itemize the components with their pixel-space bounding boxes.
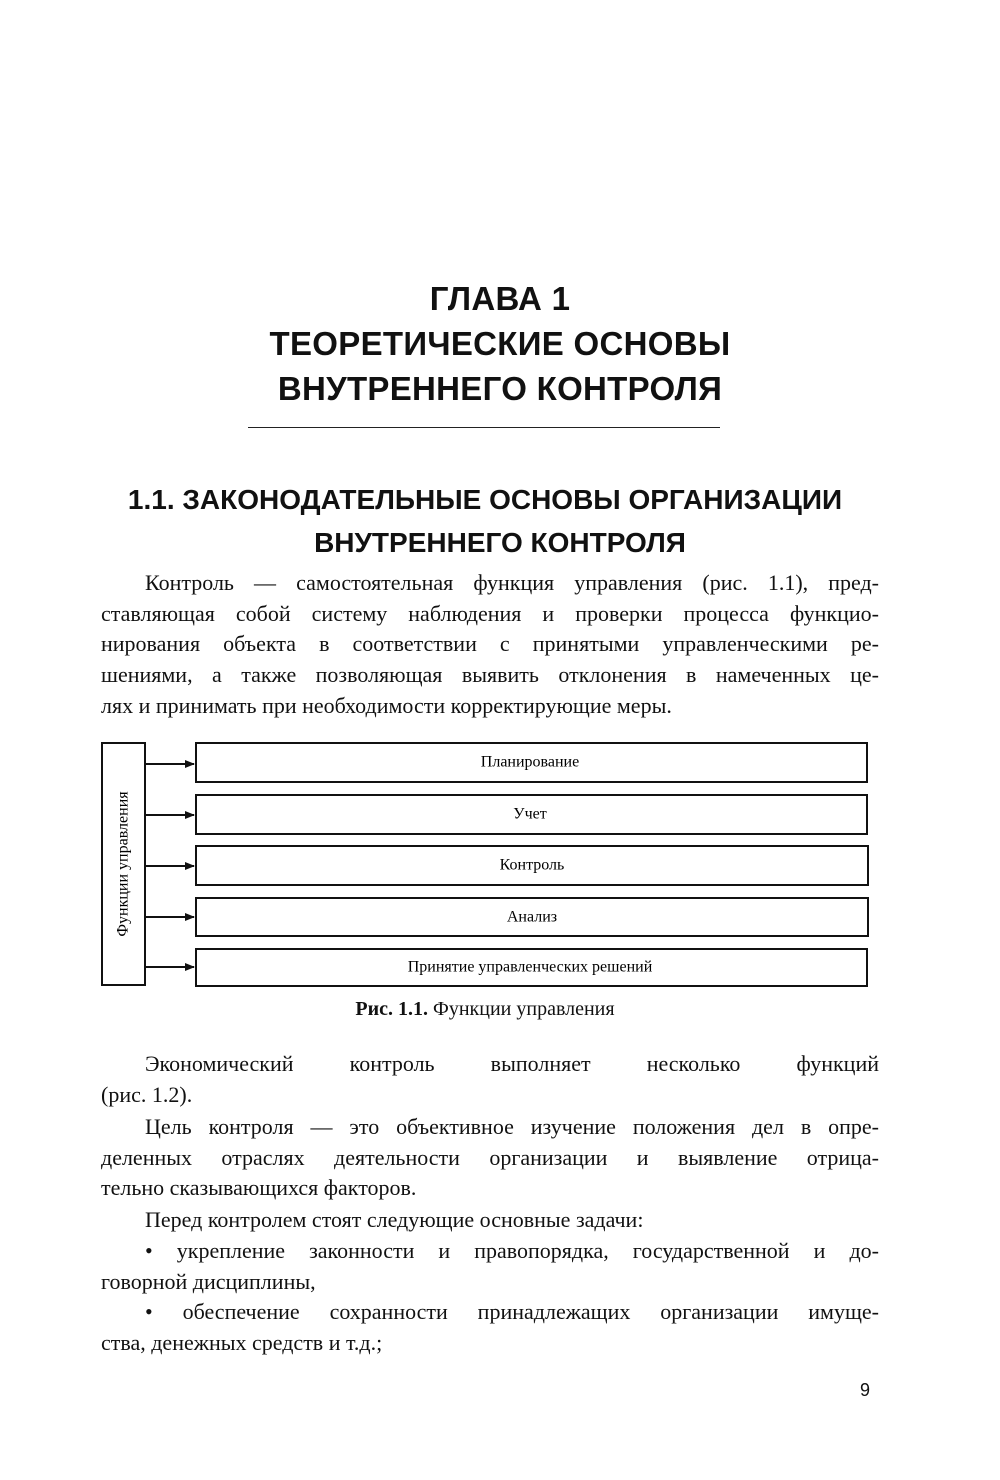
section-title-line-1: 1.1. ЗАКОНОДАТЕЛЬНЫЕ ОСНОВЫ ОРГАНИЗАЦИИ	[127, 484, 843, 515]
text-line: • обеспечение сохранности принадлежащих организации имуще-	[145, 1299, 879, 1324]
list-item-safekeeping	[101, 1297, 879, 1358]
box-accounting	[145, 795, 867, 834]
text-line: Перед контролем стоят следующие основные задачи:	[145, 1207, 644, 1232]
box-label: Контроль	[499, 856, 565, 874]
text-line: лях и принимать при необходимости корректирующие меры.	[101, 692, 672, 718]
text-line: ставляющая собой систему наблюдения и проверки процесса функцио-	[101, 600, 879, 626]
paragraph-economic-control	[101, 1049, 879, 1110]
page-number: 9	[860, 1380, 871, 1400]
figure-caption-text: Функции управления	[428, 998, 615, 1020]
text-line: Контроль — самостоятельная функция управления (рис. 1.1), пред-	[145, 570, 879, 595]
text-line: (рис. 1.2).	[101, 1081, 193, 1107]
paragraph-control-goal	[101, 1112, 879, 1204]
text-line: Цель контроля — это объективное изучение положения дел в опре-	[145, 1114, 879, 1139]
box-decision-making	[145, 949, 867, 986]
chapter-number: ГЛАВА 1	[429, 280, 571, 317]
figure-caption	[0, 998, 970, 1021]
box-planning	[145, 743, 867, 782]
box-label: Принятие управленческих решений	[407, 958, 653, 976]
text-line: Экономический контроль выполняет несколько функций	[145, 1051, 879, 1076]
box-label: Учет	[513, 805, 547, 823]
text-line: ства, денежных средств и т.д.;	[101, 1329, 383, 1355]
text-line: говорной дисциплины,	[101, 1268, 316, 1294]
section-title-line-2: ВНУТРЕННЕГО КОНТРОЛЯ	[314, 527, 686, 558]
text-line: шениями, а также позволяющая выявить отклонения в намеченных це-	[101, 662, 879, 688]
chapter-title-line-2: ВНУТРЕННЕГО КОНТРОЛЯ	[277, 370, 723, 407]
text-line: • укрепление законности и правопорядка, государственной и до-	[145, 1238, 879, 1263]
functions-side-label: Функции управления	[114, 791, 132, 937]
text-line: нирования объекта в соответствии с принятыми управленческими ре-	[101, 631, 879, 657]
text-line: деленных отраслях деятельности организации и выявление отрица-	[101, 1144, 879, 1170]
box-label: Планирование	[480, 753, 580, 771]
chapter-title-line-1: ТЕОРЕТИЧЕСКИЕ ОСНОВЫ	[269, 325, 731, 362]
paragraph-tasks-intro	[101, 1205, 879, 1236]
box-control	[145, 846, 868, 885]
box-label: Анализ	[506, 908, 558, 926]
list-item-legality	[101, 1236, 879, 1297]
box-analysis	[145, 898, 868, 936]
text-line: тельно сказывающихся факторов.	[101, 1175, 417, 1201]
figure-caption-number: Рис. 1.1.	[355, 998, 429, 1020]
